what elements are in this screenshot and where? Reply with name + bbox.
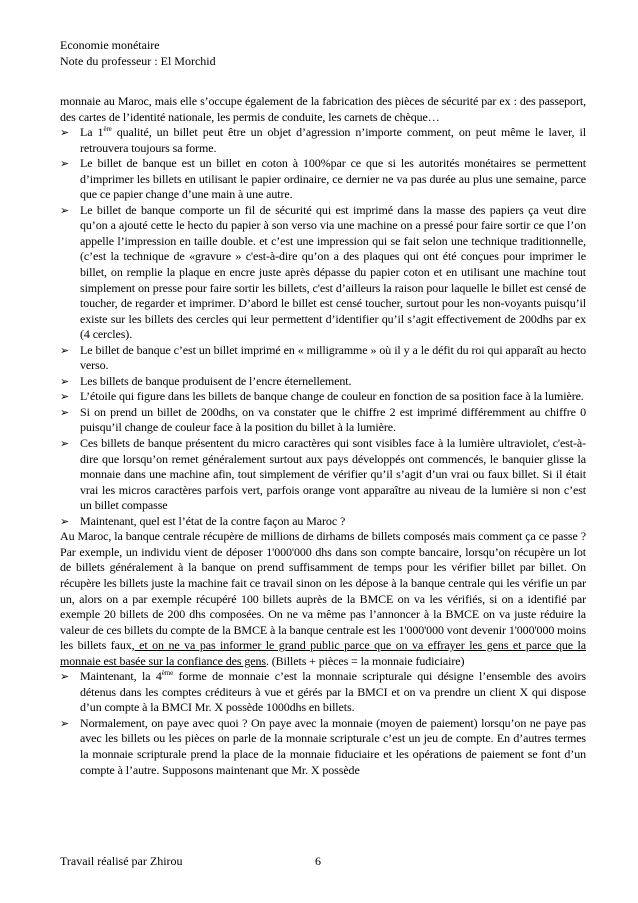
bullet-item [60,669,586,716]
bullet-text: Maintenant, quel est l’état de la contre façon au Maroc ? [80,513,346,528]
arrowhead-bullet-icon: ➢ [60,390,70,404]
bullet-text-post: forme de monnaie c’est la monnaie scripturale qui désigne l’ensemble des avoirs détenus dans les comptes créditeurs à vue et gérés par la BMCI et on va prendre un client X qui dispose d’un compte à la BMCI Mr. X possède 1000dhs en billets. [80,669,586,715]
bullet-item [60,405,586,436]
bullet-item [60,156,586,203]
page-number: 6 [315,854,321,868]
bullet-text: Le billet de banque c’est un billet imprimé en « milligramme » où il y a le défit du roi qui apparaît au hecto verso. [80,342,586,373]
bullet-text: Le billet de banque comporte un fil de sécurité qui est imprimé dans la masse des papiers ça veut dire qu’on a ajouté cette le hecto du papier à son verso via une machine on a pressé pour faire sortir ce que l’on appelle l’impression en taille double. et c’est une impression qui se fait selon une technique traditionnelle, (c’est la technique de «gravure » c'est-à-dire qu’on a des plaques qui ont été conçues pour imprimer le billet, on remplie la plaque en encre juste après dépasse du papier coton et en utilisant une machine tout simplement on presse pour faire sortir les billets, c'est d’ailleurs la raison pour laquelle le billet est censé de toucher, de regarder et imprimer. D’abord le billet est censé toucher, surtout pour les non-voyants puisqu’il existe sur les billets des cercles qui leur permettent d’identifier qu’il s’agit effectivement de 200dhs par ex (4 cercles). [80,202,586,342]
header-professor: Note du professeur : El Morchid [60,54,216,68]
page-header [60,37,216,69]
arrowhead-bullet-icon: ➢ [60,670,70,684]
bullet-item [60,343,586,374]
bullet-item [60,203,586,343]
bullet-text: L’étoile qui figure dans les billets de banque change de couleur en fonction de sa position face à la lumière. [80,389,584,404]
bullet-text: Les billets de banque produisent de l’encre éternellement. [80,373,352,388]
arrowhead-bullet-icon: ➢ [60,405,70,419]
bullet-item [60,716,586,778]
bullet-text-pre: Maintenant, la 4 [80,669,162,684]
footer-author: Travail réalisé par Zhirou [60,854,183,868]
bullet-item [60,514,586,530]
arrowhead-bullet-icon: ➢ [60,157,70,171]
superscript: ère [103,125,112,134]
maroc-text: Au Maroc, la banque centrale récupère de millions de dirhams de billets composés mais comment ça ce passe ? Par exemple, un individu vient de déposer 1'000'000 dhs dans son compte bancaire, lorsqu’on récupère un lot de billets généralement à la banque on prend suffisamment de temps pour les vérifier billet par billet. On récupère les billets juste la machine fait ce travail sinon on les dépose à la banque centrale qui les vérifie un par un, alors on a par exemple récupéré 100 billets auprès de la BMCE on va les vérifiés, si on a identifié par exemple 20 billets de 200 dhs composées. On ne va même pas l’annoncer à la BMCE on va juste réduire la valeur de ces billets du compte de la BMCE à la banque centrale est les 1'000'000 vont devenir 1'000'000 moins les billets faux, [60,529,586,653]
bullet-item [60,436,586,514]
superscript: ème [161,669,174,678]
page-content [60,94,586,778]
bullet-item [60,389,586,405]
bullet-text: Si on prend un billet de 200dhs, on va constater que le chiffre 2 est imprimé différemment au chiffre 0 puisqu’il change de couleur face à la position du billet à la lumière. [80,404,586,435]
arrowhead-bullet-icon: ➢ [60,716,70,730]
arrowhead-bullet-icon: ➢ [60,514,70,528]
bullet-text-pre: La 1 [80,125,104,140]
bullet-text: Le billet de banque est un billet en coton à 100%par ce que si les autorités monétaires se permettent d’imprimer les billets en utilisant le papier ordinaire, ce dernier ne va pas durée au plus une semaine, parce que ce papier change d’une main à une autre. [80,156,586,202]
maroc-text-end: . (Billets + pièces = la monnaie fudiciaire) [265,653,465,668]
header-course-title: Economie monétaire [60,38,160,52]
bullet-item [60,125,586,156]
underlined-text: et on ne va pas informer le grand public parce que on va effrayer les gens et parce que la monnaie est basée sur la confiance des gens [60,638,586,668]
arrowhead-bullet-icon: ➢ [60,374,70,388]
bullet-text: Ces billets de banque présentent du micro caractères qui sont visibles face à la lumière ultraviolet, c'est-à-dire que lorsqu’on remet généralement surtout aux pays développés ont commencés, le banquier glisse la monnaie dans une machine afin, tout simplement de vérifier qu’il s’agit d’un vrai ou faux billet. Si il était vrai les micros caractères parfois vert, parfois orange vont apparaître au niveau de la lumière si non c’est un billet compasse [80,436,586,513]
intro-paragraph: monnaie au Maroc, mais elle s’occupe également de la fabrication des pièces de sécurité par ex : des passeport, des cartes de l’identité nationale, les permis de conduite, les carnets de chèque… [60,94,586,124]
arrowhead-bullet-icon: ➢ [60,343,70,357]
bullet-text: Normalement, on paye avec quoi ? On paye avec la monnaie (moyen de paiement) lorsqu’on ne paye pas avec les billets ou les pièces on parle de la monnaie scripturale c’est un jeu de compte. En d’autres termes la monnaie scripturale prend la place de la monnaie fiduciaire et les opérations de paiement se font d’un compte à l’autre. Supposons maintenant que Mr. X possède [80,715,586,777]
arrowhead-bullet-icon: ➢ [60,203,70,217]
bullet-text-post: qualité, un billet peut être un objet d’agression n’importe comment, on peut même le laver, il retrouvera toujours sa forme. [80,125,586,155]
arrowhead-bullet-icon: ➢ [60,126,70,140]
arrowhead-bullet-icon: ➢ [60,437,70,451]
bullet-item [60,374,586,390]
maroc-paragraph [60,529,586,669]
